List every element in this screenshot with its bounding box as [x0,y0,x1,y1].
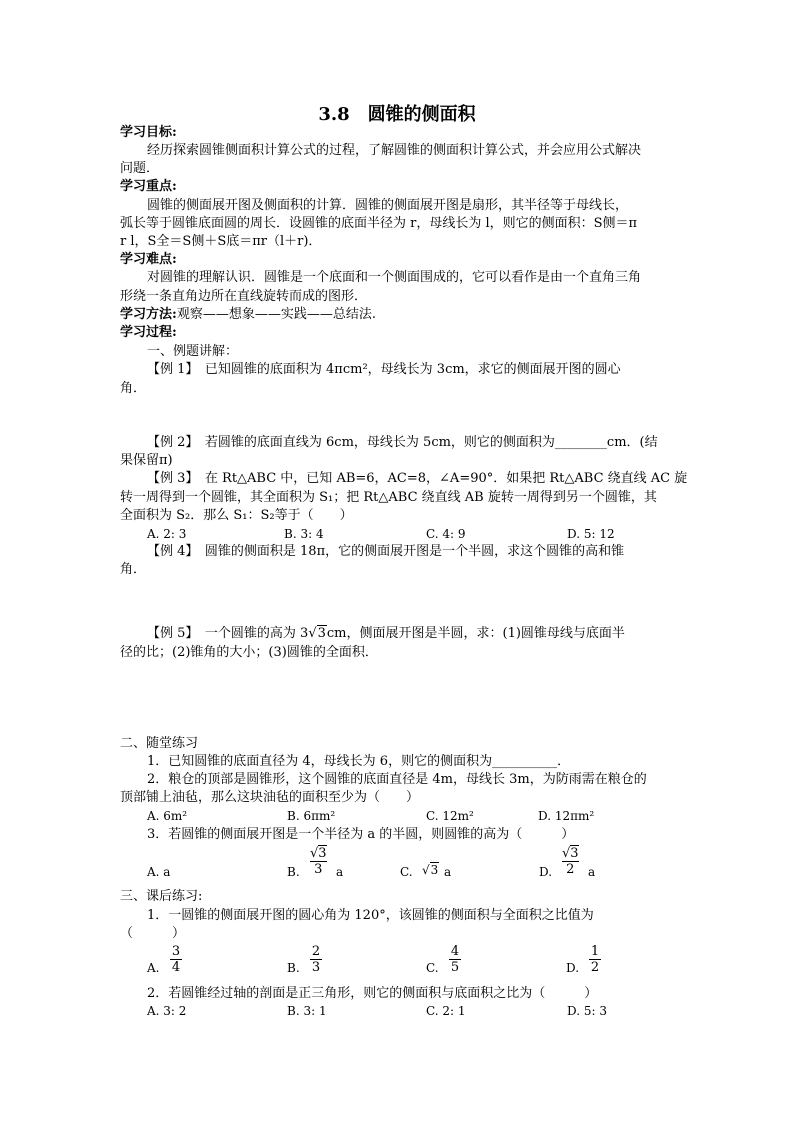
section-heading-difficult: 学习难点: [120,252,177,267]
homework-1-option-b-label: B. [287,961,300,975]
difficult-line-2: 形绕一条直角边所在直线旋转而成的图形． [120,289,368,304]
fraction-denominator: 4 [171,960,181,975]
practice-2-option-a: A. 6m² [147,809,188,823]
example-3-option-b: B. 3: 4 [284,527,324,541]
fraction-numerator: √3 [310,846,327,861]
practice-2-line-1: 2．粮仓的顶部是圆锥形，这个圆锥的底面直径是 4m，母线长 3m，为防雨需在粮仓的 [147,772,647,787]
practice-1-line-1: 1．已知圆锥的底面直径为 4，母线长为 6，则它的侧面积为__________． [147,754,571,769]
homework-1-option-b-fraction [310,944,322,975]
section-heading-goal: 学习目标: [120,125,177,140]
sqrt-radicand: 3 [317,626,326,641]
practice-3-option-c-sqrt: √3 [422,863,439,877]
practice-3-line-1: 3．若圆锥的侧面展开图是一个半径为 a 的半圆，则圆锥的高为（ ） [147,827,575,842]
difficult-line-1: 对圆锥的理解认识．圆锥是一个底面和一个侧面围成的，它可以看作是由一个直角三角 [147,270,642,285]
section-heading-method: 学习方法: [120,307,177,322]
fraction-denominator: 5 [450,960,460,975]
example-5-text-post: cm，侧面展开图是半圆，求：(1)圆锥母线与底面半 [326,626,625,641]
example-3-option-a: A. 2: 3 [147,527,187,541]
section-heading-process: 学习过程: [120,325,177,340]
example-5-line-2: 径的比；(2)锥角的大小；(3)圆锥的全面积． [120,645,378,660]
example-3-line-2: 转一周得到一个圆锥，其全面积为 S₁；把 Rt△ABC 绕直线 AB 旋转一周得到另一个圆锥，其 [120,490,657,505]
page-title: 3.8 圆锥的侧面积 [318,104,476,125]
homework-1-line-1: 1．一圆锥的侧面展开图的圆心角为 120°，该圆锥的侧面积与全面积之比值为 [147,908,594,923]
key-line-2: 弧长等于圆锥底面圆的周长．设圆锥的底面半径为 r，母线长为 l，则它的侧面积：S侧＝π [120,216,638,231]
homework-2-option-b: B. 3: 1 [287,1004,327,1018]
practice-3-option-d-fraction [562,846,579,877]
sqrt-radicand: 3 [430,863,439,877]
goal-line-1: 经历探索圆锥侧面积计算公式的过程，了解圆锥的侧面积计算公式，并会应用公式解决 [147,143,642,158]
homework-1-option-c-fraction [449,944,461,975]
example-2-line-1: 【例 2】 若圆锥的底面直线为 6cm，母线长为 5cm，则它的侧面积为________cm．(结 [147,435,658,450]
fraction-denominator: 3 [311,960,321,975]
key-line-1: 圆锥的侧面展开图及侧面积的计算．圆锥的侧面展开图是扇形，其半径等于母线长， [147,198,629,213]
homework-1-option-a-label: A. [147,961,160,975]
sqrt-radicand: 3 [570,846,579,861]
part3-heading: 三、课后练习: [120,889,203,904]
practice-3-option-b-fraction [310,846,327,877]
example-2-line-2: 果保留π) [120,453,173,468]
practice-3-option-b-suffix: a [336,865,344,879]
practice-2-option-b: B. 6πm² [287,809,336,823]
practice-2-option-c: C. 12m² [426,809,474,823]
example-3-line-3: 全面积为 S₂．那么 S₁：S₂等于（ ） [120,508,353,523]
sqrt-radicand: 3 [318,846,327,861]
practice-3-option-c-label: C. [400,865,413,879]
practice-3-option-d-label: D. [539,865,553,879]
homework-1-option-c-label: C. [426,961,439,975]
part2-heading: 二、随堂练习 [120,736,199,751]
practice-3-option-b-label: B. [287,865,300,879]
example-3-option-d: D. 5: 12 [567,527,615,541]
practice-3-option-a: A. a [147,865,171,879]
homework-2-option-d: D. 5: 3 [567,1004,607,1018]
example-1-line-2: 角． [120,381,147,396]
example-5-text-pre: 【例 5】 一个圆锥的高为 3 [147,626,309,641]
example-3-option-c: C. 4: 9 [426,527,466,541]
key-line-3: r l，S全＝S侧＋S底＝πr（l＋r)． [120,234,322,249]
fraction-denominator: 2 [566,862,575,877]
part1-heading: 一、例题讲解： [147,344,239,359]
example-3-line-1: 【例 3】 在 Rt△ABC 中，已知 AB=6，AC=8，∠A=90°．如果把 Rt△ABC 绕直线 AC 旋 [147,471,688,486]
fraction-denominator: 3 [314,862,323,877]
example-4-line-2: 角． [120,562,147,577]
homework-1-line-2: （ ） [120,926,186,941]
method-line [120,306,376,323]
example-1-line-1: 【例 1】 已知圆锥的底面积为 4πcm²，母线长为 3cm，求它的侧面展开图的圆心 [147,362,621,377]
fraction-numerator: 1 [590,944,600,959]
practice-2-line-2: 顶部铺上油毡，那么这块油毡的面积至少为（ ） [120,790,420,805]
fraction-denominator: 2 [590,960,600,975]
homework-1-option-a-fraction [170,944,182,975]
fraction-numerator: √3 [562,846,579,861]
homework-2-option-a: A. 3: 2 [147,1004,187,1018]
section-heading-key: 学习重点: [120,179,177,194]
practice-2-option-d: D. 12πm² [538,809,595,823]
example-4-line-1: 【例 4】 圆锥的侧面积是 18π，它的侧面展开图是一个半圆，求这个圆锥的高和锥 [147,544,625,559]
homework-1-option-d-fraction [589,944,601,975]
goal-line-2: 问题． [120,161,160,176]
example-5-line-1 [147,625,625,642]
homework-2-line-1: 2．若圆锥经过轴的剖面是正三角形，则它的侧面积与底面积之比为（ ） [147,986,598,1001]
practice-3-option-d-suffix: a [588,865,596,879]
homework-1-option-d-label: D. [566,961,580,975]
sqrt-expression: √3 [308,626,326,641]
practice-3-option-c-suffix: a [444,865,452,879]
homework-2-option-c: C. 2: 1 [426,1004,466,1018]
method-text: 观察——想象——实践——总结法. [176,307,376,322]
fraction-numerator: 2 [311,944,321,959]
fraction-numerator: 4 [450,944,460,959]
fraction-numerator: 3 [171,944,181,959]
